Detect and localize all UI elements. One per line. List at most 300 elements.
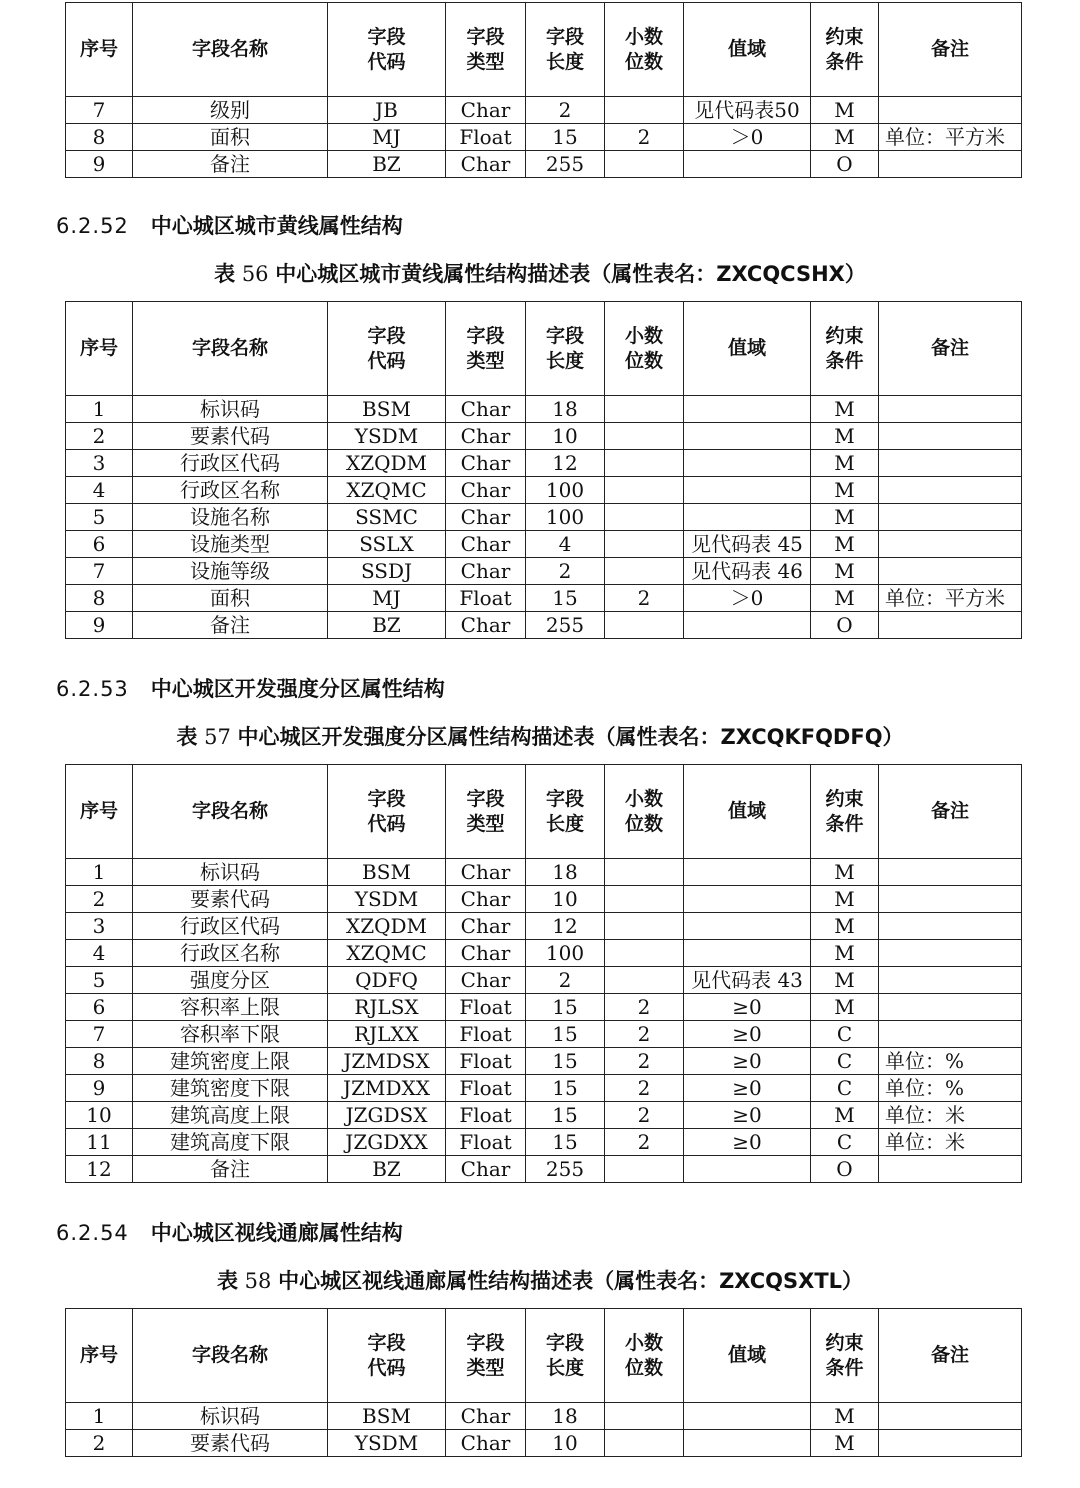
cell-value-domain: ＞0	[684, 124, 811, 151]
header-type-line: 字段	[466, 25, 505, 48]
header-length-line: 字段	[545, 787, 584, 810]
table-row	[66, 886, 1022, 913]
cell-constraint: M	[811, 1403, 879, 1430]
cell-field-name: 备注	[133, 1156, 328, 1183]
table-row	[66, 97, 1022, 124]
cell-constraint: M	[811, 531, 879, 558]
cell-field-code: JZGDSX	[328, 1102, 446, 1129]
header-constraint-line: 约束	[825, 787, 864, 810]
header-constraint	[811, 302, 879, 396]
cell-value-domain: ＞0	[684, 585, 811, 612]
cell-field-code: BSM	[328, 1403, 446, 1430]
cell-value-domain: 见代码表 43	[684, 967, 811, 994]
cell-seq: 8	[66, 124, 133, 151]
cell-field-code: JB	[328, 97, 446, 124]
cell-value-domain	[684, 913, 811, 940]
header-constraint-line: 条件	[825, 812, 864, 835]
cell-field-length: 15	[526, 585, 605, 612]
cell-field-type: Float	[446, 124, 526, 151]
header-type	[446, 1309, 526, 1403]
cell-constraint: M	[811, 940, 879, 967]
table-row	[66, 612, 1022, 639]
cell-field-length: 15	[526, 1021, 605, 1048]
cell-constraint: O	[811, 612, 879, 639]
header-type-line: 类型	[466, 50, 505, 73]
cell-field-code: BZ	[328, 1156, 446, 1183]
cell-seq: 6	[66, 531, 133, 558]
cell-value-domain	[684, 396, 811, 423]
cell-field-length: 15	[526, 1048, 605, 1075]
table-row	[66, 396, 1022, 423]
cell-decimals	[605, 396, 684, 423]
cell-field-length: 15	[526, 124, 605, 151]
header-type-line: 字段	[466, 1331, 505, 1354]
cell-field-code: YSDM	[328, 423, 446, 450]
table-header-row	[66, 1309, 1022, 1403]
header-domain	[684, 1309, 811, 1403]
cell-seq: 10	[66, 1102, 133, 1129]
header-constraint	[811, 1309, 879, 1403]
cell-remark	[879, 913, 1022, 940]
header-seq	[66, 302, 133, 396]
header-code	[328, 302, 446, 396]
cell-field-type: Char	[446, 504, 526, 531]
attribute-table-56	[65, 301, 1022, 639]
header-code-line: 代码	[367, 812, 406, 835]
cell-decimals	[605, 612, 684, 639]
cell-field-length: 18	[526, 859, 605, 886]
cell-field-code: YSDM	[328, 1430, 446, 1457]
cell-constraint: M	[811, 1430, 879, 1457]
cell-seq: 7	[66, 558, 133, 585]
table-row	[66, 1102, 1022, 1129]
attribute-table-57	[65, 764, 1022, 1183]
cell-decimals	[605, 859, 684, 886]
table-row	[66, 1430, 1022, 1457]
cell-value-domain: ≥0	[684, 1102, 811, 1129]
caption-number: 56	[241, 262, 269, 286]
caption-text: 中心城区开发强度分区属性结构描述表（属性表名：ZXCQKFQDFQ）	[237, 725, 904, 749]
cell-seq: 7	[66, 97, 133, 124]
cell-value-domain	[684, 151, 811, 178]
header-code-line: 字段	[367, 1331, 406, 1354]
header-name	[133, 302, 328, 396]
header-remark	[879, 3, 1022, 97]
cell-decimals	[605, 504, 684, 531]
cell-remark	[879, 1021, 1022, 1048]
cell-field-code: MJ	[328, 585, 446, 612]
header-decimals-line: 小数	[624, 787, 663, 810]
cell-field-code: SSMC	[328, 504, 446, 531]
header-length-line: 字段	[545, 25, 584, 48]
cell-decimals	[605, 886, 684, 913]
table-row	[66, 859, 1022, 886]
table-caption-56	[0, 258, 1080, 288]
cell-field-type: Char	[446, 531, 526, 558]
cell-field-code: RJLXX	[328, 1021, 446, 1048]
header-code-line: 代码	[367, 349, 406, 372]
cell-field-code: JZGDXX	[328, 1129, 446, 1156]
cell-seq: 9	[66, 612, 133, 639]
header-type-line: 字段	[466, 787, 505, 810]
caption-prefix: 表	[216, 1269, 238, 1293]
cell-constraint: C	[811, 1129, 879, 1156]
table-caption-57	[0, 721, 1080, 751]
table-row	[66, 504, 1022, 531]
cell-field-type: Char	[446, 423, 526, 450]
cell-field-length: 10	[526, 1430, 605, 1457]
header-domain-line: 值域	[727, 38, 766, 60]
header-length-line: 长度	[545, 50, 584, 73]
cell-field-length: 100	[526, 940, 605, 967]
cell-field-code: SSLX	[328, 531, 446, 558]
cell-value-domain	[684, 940, 811, 967]
cell-seq: 11	[66, 1129, 133, 1156]
header-constraint-line: 约束	[825, 25, 864, 48]
cell-field-type: Char	[446, 1430, 526, 1457]
header-seq-line: 序号	[79, 1344, 118, 1366]
cell-value-domain: 见代码表50	[684, 97, 811, 124]
header-length	[526, 302, 605, 396]
cell-field-name: 行政区名称	[133, 940, 328, 967]
cell-seq: 2	[66, 886, 133, 913]
cell-field-name: 设施类型	[133, 531, 328, 558]
cell-constraint: O	[811, 151, 879, 178]
section-number: 6.2.52	[56, 214, 129, 238]
cell-field-name: 要素代码	[133, 1430, 328, 1457]
cell-remark	[879, 151, 1022, 178]
header-constraint-line: 条件	[825, 349, 864, 372]
cell-constraint: M	[811, 585, 879, 612]
header-name-line: 字段名称	[191, 1344, 268, 1366]
cell-seq: 8	[66, 585, 133, 612]
cell-field-type: Char	[446, 151, 526, 178]
header-remark-line: 备注	[930, 337, 969, 359]
header-length-line: 长度	[545, 349, 584, 372]
cell-remark	[879, 1403, 1022, 1430]
header-constraint	[811, 765, 879, 859]
header-remark-line: 备注	[930, 1344, 969, 1366]
section-title: 中心城区视线通廊属性结构	[150, 1221, 403, 1245]
cell-remark	[879, 940, 1022, 967]
cell-remark	[879, 967, 1022, 994]
cell-decimals	[605, 477, 684, 504]
header-type-line: 类型	[466, 1356, 505, 1379]
table-row	[66, 994, 1022, 1021]
cell-value-domain: ≥0	[684, 1075, 811, 1102]
cell-decimals	[605, 558, 684, 585]
header-length	[526, 3, 605, 97]
cell-field-type: Char	[446, 967, 526, 994]
header-name	[133, 3, 328, 97]
header-constraint-line: 条件	[825, 1356, 864, 1379]
cell-constraint: M	[811, 504, 879, 531]
caption-number: 58	[244, 1269, 272, 1293]
cell-field-name: 建筑密度下限	[133, 1075, 328, 1102]
header-type	[446, 765, 526, 859]
cell-constraint: M	[811, 396, 879, 423]
header-code	[328, 1309, 446, 1403]
cell-constraint: M	[811, 994, 879, 1021]
cell-field-length: 2	[526, 558, 605, 585]
table-row	[66, 151, 1022, 178]
header-decimals-line: 小数	[624, 1331, 663, 1354]
cell-field-type: Char	[446, 612, 526, 639]
cell-remark	[879, 558, 1022, 585]
header-decimals-line: 位数	[624, 349, 663, 372]
table-header-row	[66, 3, 1022, 97]
header-seq-line: 序号	[79, 337, 118, 359]
cell-field-type: Char	[446, 477, 526, 504]
table-row	[66, 531, 1022, 558]
cell-seq: 9	[66, 151, 133, 178]
cell-constraint: C	[811, 1075, 879, 1102]
cell-constraint: O	[811, 1156, 879, 1183]
table-row	[66, 1403, 1022, 1430]
table-row	[66, 940, 1022, 967]
header-constraint-line: 条件	[825, 50, 864, 73]
attribute-table-continued	[65, 2, 1022, 178]
cell-field-name: 容积率下限	[133, 1021, 328, 1048]
header-code	[328, 3, 446, 97]
cell-value-domain	[684, 423, 811, 450]
cell-remark	[879, 994, 1022, 1021]
cell-seq: 1	[66, 396, 133, 423]
cell-field-length: 2	[526, 967, 605, 994]
header-decimals-line: 位数	[624, 812, 663, 835]
cell-field-name: 标识码	[133, 1403, 328, 1430]
cell-value-domain: ≥0	[684, 1048, 811, 1075]
cell-value-domain	[684, 1156, 811, 1183]
cell-decimals: 2	[605, 1021, 684, 1048]
cell-field-type: Char	[446, 859, 526, 886]
cell-decimals: 2	[605, 1102, 684, 1129]
cell-field-name: 要素代码	[133, 423, 328, 450]
cell-remark	[879, 1156, 1022, 1183]
header-name-line: 字段名称	[191, 800, 268, 822]
header-length	[526, 1309, 605, 1403]
cell-field-type: Float	[446, 1129, 526, 1156]
cell-field-name: 面积	[133, 124, 328, 151]
attribute-table-58	[65, 1308, 1022, 1457]
header-seq-line: 序号	[79, 38, 118, 60]
header-length-line: 长度	[545, 1356, 584, 1379]
cell-field-name: 强度分区	[133, 967, 328, 994]
cell-field-name: 级别	[133, 97, 328, 124]
cell-field-length: 255	[526, 151, 605, 178]
cell-field-name: 标识码	[133, 859, 328, 886]
cell-remark	[879, 477, 1022, 504]
cell-constraint: M	[811, 886, 879, 913]
cell-field-length: 12	[526, 913, 605, 940]
cell-field-type: Char	[446, 913, 526, 940]
section-number: 6.2.53	[56, 677, 129, 701]
header-decimals	[605, 3, 684, 97]
caption-prefix: 表	[214, 262, 236, 286]
cell-decimals	[605, 1156, 684, 1183]
table-row	[66, 450, 1022, 477]
cell-decimals	[605, 1403, 684, 1430]
header-decimals-line: 小数	[624, 324, 663, 347]
cell-value-domain	[684, 886, 811, 913]
header-decimals	[605, 302, 684, 396]
table-row	[66, 124, 1022, 151]
cell-field-name: 建筑高度上限	[133, 1102, 328, 1129]
cell-field-code: JZMDXX	[328, 1075, 446, 1102]
cell-field-type: Char	[446, 450, 526, 477]
cell-seq: 8	[66, 1048, 133, 1075]
cell-field-name: 备注	[133, 151, 328, 178]
cell-remark	[879, 450, 1022, 477]
header-name-line: 字段名称	[191, 38, 268, 60]
header-decimals-line: 位数	[624, 1356, 663, 1379]
table-row	[66, 477, 1022, 504]
cell-constraint: C	[811, 1048, 879, 1075]
cell-remark: 单位：平方米	[879, 585, 1022, 612]
cell-field-name: 建筑高度下限	[133, 1129, 328, 1156]
header-seq	[66, 3, 133, 97]
cell-seq: 2	[66, 423, 133, 450]
cell-field-code: YSDM	[328, 886, 446, 913]
table-header-row	[66, 765, 1022, 859]
header-name	[133, 765, 328, 859]
cell-decimals	[605, 151, 684, 178]
cell-value-domain: ≥0	[684, 1021, 811, 1048]
cell-field-name: 要素代码	[133, 886, 328, 913]
header-type-line: 字段	[466, 324, 505, 347]
cell-field-name: 容积率上限	[133, 994, 328, 1021]
cell-field-name: 行政区代码	[133, 450, 328, 477]
cell-value-domain: ≥0	[684, 1129, 811, 1156]
cell-value-domain	[684, 612, 811, 639]
cell-field-type: Float	[446, 585, 526, 612]
cell-constraint: M	[811, 859, 879, 886]
header-domain	[684, 3, 811, 97]
cell-remark	[879, 504, 1022, 531]
table-caption-58	[0, 1265, 1080, 1295]
caption-prefix: 表	[176, 725, 198, 749]
header-code	[328, 765, 446, 859]
cell-remark	[879, 396, 1022, 423]
cell-constraint: M	[811, 913, 879, 940]
cell-seq: 4	[66, 940, 133, 967]
header-type-line: 类型	[466, 349, 505, 372]
cell-constraint: M	[811, 477, 879, 504]
cell-field-length: 10	[526, 886, 605, 913]
cell-field-code: QDFQ	[328, 967, 446, 994]
header-constraint	[811, 3, 879, 97]
cell-field-type: Char	[446, 97, 526, 124]
cell-decimals: 2	[605, 1048, 684, 1075]
cell-value-domain: ≥0	[684, 994, 811, 1021]
cell-field-code: JZMDSX	[328, 1048, 446, 1075]
cell-field-length: 100	[526, 504, 605, 531]
cell-constraint: M	[811, 558, 879, 585]
header-domain-line: 值域	[727, 1344, 766, 1366]
cell-field-type: Char	[446, 940, 526, 967]
table-row	[66, 558, 1022, 585]
header-code-line: 字段	[367, 25, 406, 48]
cell-field-name: 标识码	[133, 396, 328, 423]
cell-remark: 单位：米	[879, 1102, 1022, 1129]
cell-field-code: XZQMC	[328, 477, 446, 504]
cell-field-length: 18	[526, 1403, 605, 1430]
cell-remark	[879, 423, 1022, 450]
cell-remark	[879, 859, 1022, 886]
table-row	[66, 1129, 1022, 1156]
header-seq	[66, 1309, 133, 1403]
header-type	[446, 302, 526, 396]
section-title: 中心城区开发强度分区属性结构	[150, 677, 445, 701]
header-code-line: 代码	[367, 1356, 406, 1379]
cell-value-domain: 见代码表 45	[684, 531, 811, 558]
cell-seq: 2	[66, 1430, 133, 1457]
cell-seq: 12	[66, 1156, 133, 1183]
cell-decimals	[605, 97, 684, 124]
cell-constraint: M	[811, 450, 879, 477]
header-code-line: 字段	[367, 324, 406, 347]
table-row	[66, 1021, 1022, 1048]
cell-remark: 单位：平方米	[879, 124, 1022, 151]
cell-seq: 1	[66, 859, 133, 886]
header-name	[133, 1309, 328, 1403]
cell-field-type: Float	[446, 1075, 526, 1102]
header-type	[446, 3, 526, 97]
cell-seq: 3	[66, 913, 133, 940]
cell-field-length: 100	[526, 477, 605, 504]
cell-field-type: Char	[446, 886, 526, 913]
cell-value-domain	[684, 859, 811, 886]
cell-remark: 单位：米	[879, 1129, 1022, 1156]
cell-seq: 1	[66, 1403, 133, 1430]
section-heading-6-2-54	[56, 1217, 403, 1247]
cell-field-length: 255	[526, 612, 605, 639]
cell-field-length: 15	[526, 994, 605, 1021]
cell-decimals	[605, 531, 684, 558]
cell-field-name: 行政区名称	[133, 477, 328, 504]
cell-field-name: 设施等级	[133, 558, 328, 585]
cell-decimals	[605, 913, 684, 940]
cell-remark: 单位：%	[879, 1048, 1022, 1075]
cell-decimals	[605, 940, 684, 967]
table-row	[66, 1075, 1022, 1102]
cell-constraint: M	[811, 1102, 879, 1129]
cell-field-code: BSM	[328, 859, 446, 886]
header-code-line: 代码	[367, 50, 406, 73]
cell-decimals: 2	[605, 1129, 684, 1156]
cell-field-name: 建筑密度上限	[133, 1048, 328, 1075]
header-length-line: 长度	[545, 812, 584, 835]
caption-text: 中心城区城市黄线属性结构描述表（属性表名：ZXCQCSHX）	[275, 262, 866, 286]
cell-value-domain	[684, 1430, 811, 1457]
cell-field-length: 10	[526, 423, 605, 450]
cell-field-type: Char	[446, 396, 526, 423]
header-remark-line: 备注	[930, 800, 969, 822]
header-seq	[66, 765, 133, 859]
header-decimals-line: 位数	[624, 50, 663, 73]
cell-seq: 3	[66, 450, 133, 477]
cell-remark	[879, 531, 1022, 558]
cell-decimals	[605, 1430, 684, 1457]
header-constraint-line: 约束	[825, 324, 864, 347]
table-row	[66, 423, 1022, 450]
cell-field-code: RJLSX	[328, 994, 446, 1021]
table-row	[66, 585, 1022, 612]
cell-field-code: XZQDM	[328, 913, 446, 940]
cell-field-name: 行政区代码	[133, 913, 328, 940]
cell-field-type: Char	[446, 1403, 526, 1430]
cell-field-name: 备注	[133, 612, 328, 639]
